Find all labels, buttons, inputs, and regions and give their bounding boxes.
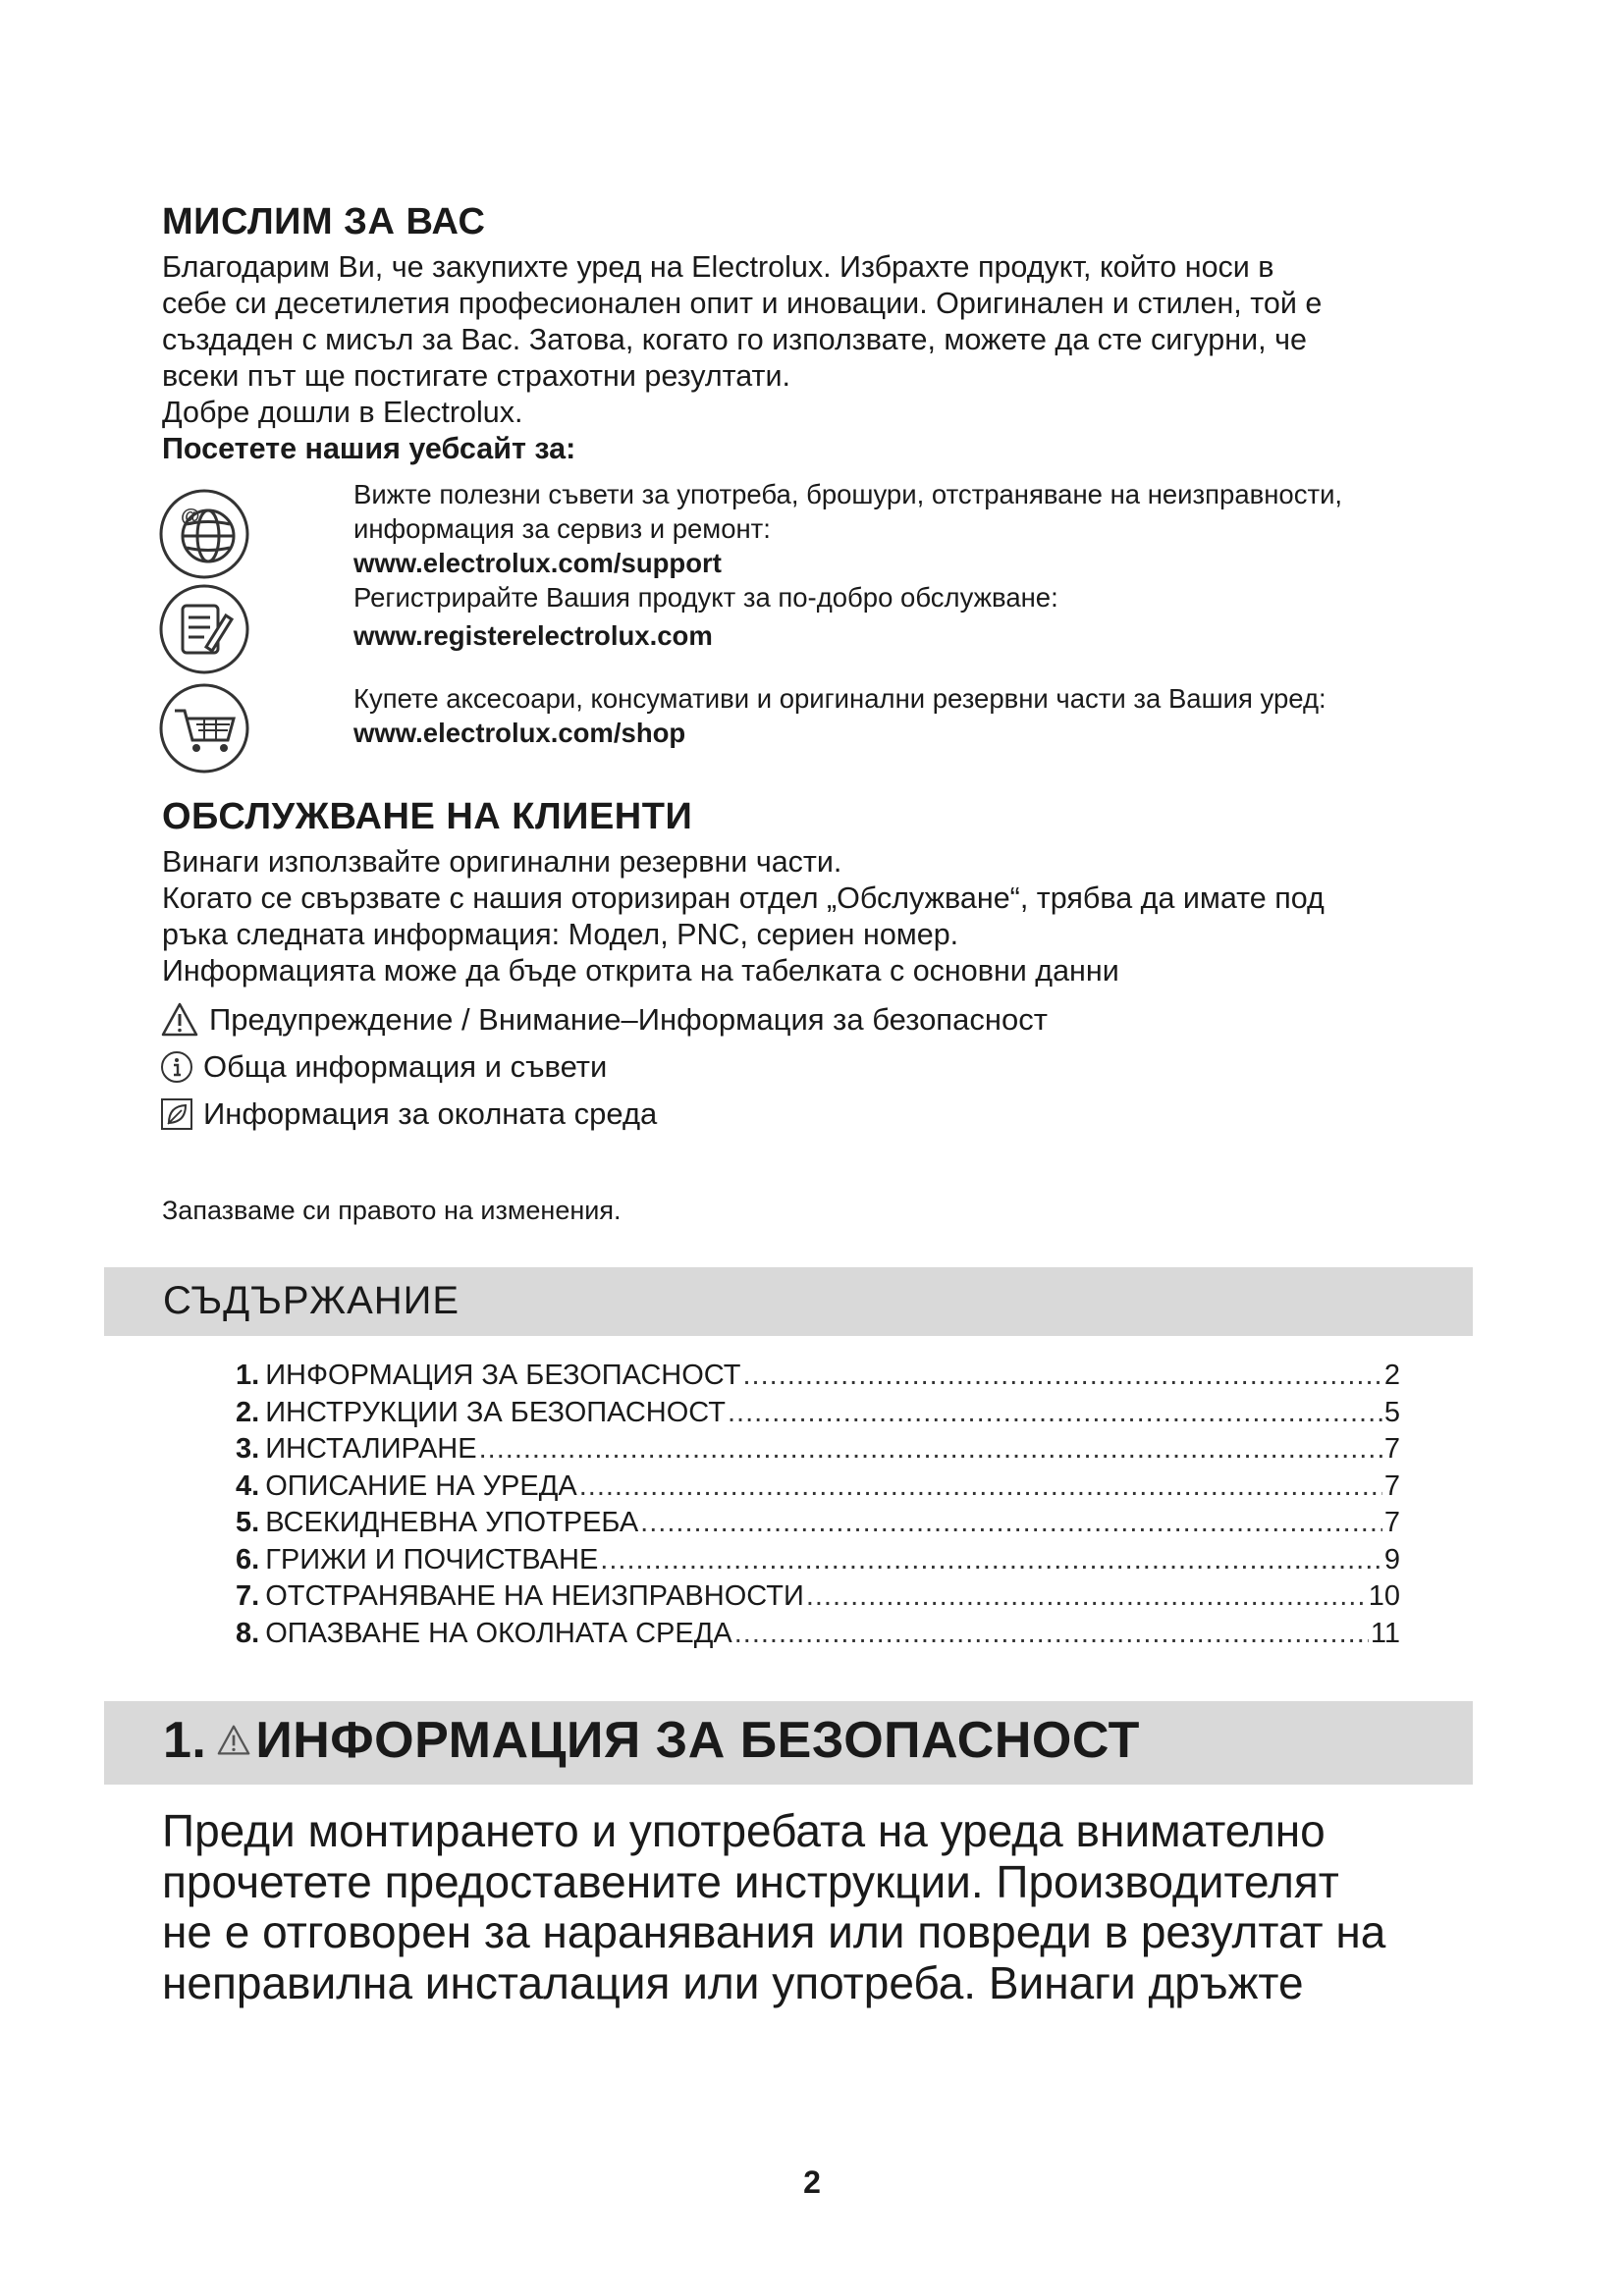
toc-page: 10 <box>1368 1580 1400 1612</box>
section1-line: не е отговорен за наранявания или повреди в резултат на <box>162 1906 1386 1957</box>
legend-info <box>160 1043 1048 1091</box>
page-number: 2 <box>803 2164 821 2200</box>
toc-leader <box>734 1618 1369 1650</box>
table-of-contents <box>236 1360 1400 1654</box>
toc-leader <box>600 1544 1382 1576</box>
toc-item[interactable] <box>236 1580 1400 1618</box>
intro-line: създаден с мисъл за Вас. Затова, когато го използвате, можете да сте сигурни, че <box>162 323 1307 356</box>
toc-page: 5 <box>1383 1396 1400 1428</box>
section-title-thinking-of-you: МИСЛИМ ЗА ВАС <box>162 201 486 242</box>
register-link[interactable]: www.registerelectrolux.com <box>353 620 713 651</box>
section1-intro <box>162 1806 1497 2008</box>
intro-line: себе си десетилетия професионален опит и иновации. Оригинален и стилен, той е <box>162 287 1323 320</box>
legend-warning <box>160 996 1048 1043</box>
toc-label: ОПИСАНИЕ НА УРЕДА <box>265 1469 577 1502</box>
toc-number: 3. <box>236 1433 260 1465</box>
toc-label: ИНСТАЛИРАНЕ <box>265 1433 477 1465</box>
toc-leader <box>640 1507 1382 1539</box>
toc-leader <box>728 1397 1382 1429</box>
service-line: ръка следната информация: Модел, PNC, сериен номер. <box>162 918 959 951</box>
toc-item[interactable] <box>236 1544 1400 1581</box>
section1-line: прочетете предоставените инструкции. Производителят <box>162 1855 1339 1907</box>
warning-icon <box>160 1001 199 1039</box>
toc-number: 4. <box>236 1469 260 1502</box>
environment-icon <box>160 1097 193 1131</box>
visit-heading: Посетете нашия уебсайт за: <box>162 432 576 465</box>
intro-line: Добре дошли в Electrolux. <box>162 396 523 429</box>
toc-item[interactable] <box>236 1433 1400 1470</box>
toc-number: 2. <box>236 1396 260 1428</box>
section-title-customer-service: ОБСЛУЖВАНЕ НА КЛИЕНТИ <box>162 796 693 837</box>
legend-environment <box>160 1091 1048 1138</box>
visit-line: Купете аксесоари, консумативи и оригинални резервни части за Вашия уред: <box>353 683 1326 714</box>
symbol-legend <box>160 996 1048 1138</box>
section1-line: Преди монтирането и употребата на уреда внимателно <box>162 1805 1326 1856</box>
contents-title: СЪДЪРЖАНИЕ <box>163 1279 460 1322</box>
toc-label: ОПАЗВАНЕ НА ОКОЛНАТА СРЕДА <box>265 1617 732 1649</box>
toc-leader <box>479 1433 1382 1466</box>
toc-leader <box>742 1360 1381 1392</box>
intro-line: всеки път ще постигате страхотни резултати. <box>162 359 791 393</box>
globe-icon <box>157 487 251 581</box>
section1-title-text: ИНФОРМАЦИЯ ЗА БЕЗОПАСНОСТ <box>255 1712 1140 1769</box>
toc-item[interactable] <box>236 1397 1400 1434</box>
toc-number: 8. <box>236 1617 260 1649</box>
section1-number: 1. <box>163 1712 207 1769</box>
reserve-rights-note: Запазваме си правото на изменения. <box>162 1196 622 1225</box>
toc-number: 6. <box>236 1543 260 1575</box>
toc-number: 1. <box>236 1360 260 1391</box>
toc-label: ИНСТРУКЦИИ ЗА БЕЗОПАСНОСТ <box>265 1396 726 1428</box>
visit-line: информация за сервиз и ремонт: <box>353 513 771 544</box>
service-line: Когато се свързвате с нашия оторизиран отдел „Обслужване“, трябва да имате под <box>162 881 1325 915</box>
intro-line: Благодарим Ви, че закупихте уред на Electrolux. Избрахте продукт, който носи в <box>162 250 1274 284</box>
service-line: Винаги използвайте оригинални резервни части. <box>162 845 842 879</box>
toc-item[interactable] <box>236 1470 1400 1508</box>
toc-leader <box>806 1580 1367 1613</box>
toc-page: 7 <box>1383 1433 1400 1465</box>
toc-number: 5. <box>236 1507 260 1538</box>
service-line: Информацията може да бъде открита на табелката с основни данни <box>162 954 1119 988</box>
legend-warning-text: Предупреждение / Внимание–Информация за безопасност <box>209 1002 1048 1037</box>
toc-page: 7 <box>1383 1507 1400 1538</box>
visit-text-register <box>353 580 1483 653</box>
toc-item[interactable] <box>236 1507 1400 1544</box>
toc-page: 2 <box>1383 1360 1400 1391</box>
contents-header-band <box>104 1267 1473 1336</box>
toc-leader <box>579 1470 1382 1503</box>
toc-page: 9 <box>1383 1543 1400 1575</box>
section1-line: неправилна инсталация или употреба. Винаги дръжте <box>162 1956 1304 2008</box>
toc-label: ГРИЖИ И ПОЧИСТВАНЕ <box>265 1543 599 1575</box>
register-icon <box>157 582 251 676</box>
section1-title <box>163 1711 1140 1770</box>
visit-line: Регистрирайте Вашия продукт за по-добро обслужване: <box>353 582 1058 613</box>
visit-text-shop <box>353 681 1483 750</box>
cart-icon <box>157 681 251 775</box>
legend-info-text: Обща информация и съвети <box>203 1049 608 1084</box>
toc-label: ВСЕКИДНЕВНА УПОТРЕБА <box>265 1507 639 1538</box>
svg-text:@: @ <box>181 506 200 527</box>
warning-icon <box>216 1724 251 1757</box>
toc-page: 11 <box>1370 1617 1400 1649</box>
support-link[interactable]: www.electrolux.com/support <box>353 548 722 578</box>
toc-label: ИНФОРМАЦИЯ ЗА БЕЗОПАСНОСТ <box>265 1360 741 1391</box>
visit-line: Вижте полезни съвети за употреба, брошури, отстраняване на неизправности, <box>353 479 1343 509</box>
toc-label: ОТСТРАНЯВАНЕ НА НЕИЗПРАВНОСТИ <box>265 1580 804 1612</box>
legend-environment-text: Информация за околната среда <box>203 1096 658 1131</box>
toc-item[interactable] <box>236 1360 1400 1397</box>
section1-header-band <box>104 1701 1473 1785</box>
toc-item[interactable] <box>236 1618 1400 1655</box>
toc-page: 7 <box>1383 1469 1400 1502</box>
intro-paragraph <box>162 249 1488 467</box>
shop-link[interactable]: www.electrolux.com/shop <box>353 718 686 748</box>
customer-service-paragraph <box>162 844 1488 989</box>
info-icon <box>160 1050 193 1084</box>
toc-number: 7. <box>236 1580 260 1612</box>
visit-text-support <box>353 477 1483 580</box>
